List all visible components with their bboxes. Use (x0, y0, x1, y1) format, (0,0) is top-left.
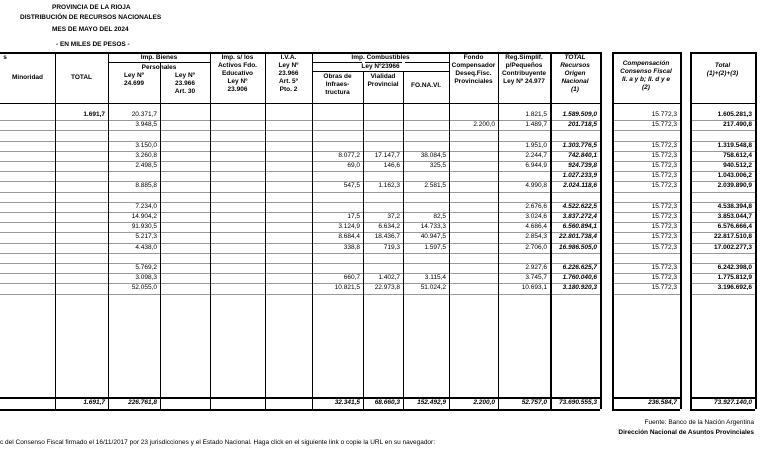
table-cell: 10.821,5 (334, 284, 360, 292)
table-cell: 4.990,8 (525, 182, 547, 190)
totals-cell: 236.584,7 (648, 399, 677, 406)
row-line (612, 192, 680, 193)
table-cell: 6.242.398,0 (717, 264, 752, 271)
header-bottom-line (690, 103, 755, 104)
column-header: Art. 30 (174, 88, 196, 95)
table-cell: 3.948,5 (135, 121, 157, 129)
column-header: Obras de (323, 73, 352, 80)
table-cell: 2.039.890,9 (717, 182, 752, 190)
table-cell: 2.854,3 (525, 233, 547, 241)
table-cell: 4.438,0 (135, 243, 157, 251)
footer-source: Fuente: Banco de la Nación Argentina (644, 419, 754, 426)
table-cell: 15.772,3 (651, 182, 677, 190)
column-header: Origen (564, 70, 586, 77)
table-cell: 2.706,0 (525, 243, 547, 251)
column-header: Educativo (221, 70, 254, 77)
totals-bottom-line (612, 409, 680, 411)
column-header: Art. 5º (279, 78, 298, 85)
table-cell: 8.077,2 (338, 151, 360, 159)
totals-bottom-line (0, 409, 600, 411)
table-cell: 18.436,7 (374, 233, 400, 241)
totals-cell: 1.691,7 (83, 399, 105, 406)
table-cell: 3.098,3 (135, 274, 157, 282)
table-cell: 6.226.625,7 (562, 264, 597, 271)
table-cell: 1.319.548,8 (717, 141, 752, 149)
column-line (210, 52, 211, 409)
table-cell: 6.560.894,1 (562, 223, 597, 231)
header-province: PROVINCIA DE LA RIOJA (52, 4, 131, 11)
table-cell: 3.196.692,6 (717, 284, 752, 292)
table-cell: 4.538.394,8 (717, 202, 752, 210)
column-line (265, 52, 266, 409)
table-cell: 3.124,9 (338, 223, 360, 231)
table-cell: 52.055,0 (131, 284, 157, 292)
column-header: Compensación (622, 60, 670, 67)
column-line (160, 52, 161, 409)
table-cell: 146,6 (383, 162, 400, 169)
column-header: Provincial (367, 81, 399, 88)
table-cell: 7.234,0 (135, 202, 157, 210)
column-header: Recursos (560, 62, 590, 69)
table-cell: 2.927,6 (525, 264, 547, 271)
row-line (0, 294, 600, 295)
column-header: Reg.Simplif. (505, 54, 543, 61)
table-cell: 1.303.776,5 (562, 141, 597, 149)
column-header: (2) (642, 84, 650, 91)
column-header: Minoridad (11, 74, 44, 81)
column-header: tructura (325, 89, 350, 96)
column-header: Ley Nº 24.977 (503, 78, 545, 85)
header-title: DISTRIBUCIÓN DE RECURSOS NACIONALES (20, 14, 162, 21)
table-cell: 15.772,3 (651, 274, 677, 282)
column-header: (1)+(2)+(3) (706, 70, 739, 77)
footer-direccion: Dirección Nacional de Asuntos Provinciales (618, 429, 754, 436)
table-cell: 15.772,3 (651, 223, 677, 231)
table-cell: 91.930,5 (131, 223, 157, 231)
table-cell: 2.676,6 (525, 202, 547, 210)
table-cell: 82,5 (433, 213, 446, 220)
table-cell: 37,2 (387, 213, 400, 220)
header-top-line (612, 52, 680, 54)
column-header: Imp. s/ los (221, 54, 254, 61)
table-cell: 1.043.006,2 (717, 172, 752, 180)
column-header: Personales (141, 64, 177, 71)
table-cell: 3.150,0 (135, 141, 157, 149)
table-cell: 4.522.622,5 (562, 202, 597, 210)
column-header: Fondo (463, 54, 484, 61)
column-header: Ley Nº (123, 72, 145, 79)
column-header: 23.906 (227, 86, 248, 93)
table-cell: 3.115,4 (424, 274, 446, 282)
table-cell: 547,5 (343, 182, 360, 190)
row-line (690, 192, 755, 193)
column-header: Consenso Fiscal (620, 68, 672, 75)
column-line (600, 52, 602, 409)
column-header: I.V.A. (280, 54, 297, 61)
header-top-line (690, 52, 755, 54)
table-cell: 2.581,5 (424, 182, 446, 190)
table-cell: 2.244,7 (525, 151, 547, 159)
table-cell: 940.512,2 (723, 162, 752, 169)
column-header: FO.NA.VI. (411, 82, 441, 89)
table-cell: 14.733,3 (420, 223, 446, 231)
header-bottom-line (612, 103, 680, 104)
column-line (755, 52, 757, 409)
header-bottom-line (0, 103, 600, 104)
table-cell: 6.576.666,4 (717, 223, 752, 231)
table-cell: 2.200,0 (473, 121, 495, 129)
column-header: TOTAL (564, 54, 586, 61)
row-line (0, 171, 600, 172)
table-cell: 1.691,7 (83, 111, 105, 118)
column-header: Imp. Combustibles (351, 54, 410, 61)
totals-bottom-line (690, 409, 755, 411)
footer-note: c del Consenso Fiscal firmado el 16/11/2017 por 23 jurisdicciones y el Estado Nacional. Haga click en el siguiente link o copie la URL en su navegador: (0, 439, 436, 446)
column-line (55, 52, 56, 409)
column-header: Contribuyente (501, 70, 547, 77)
table-cell: 17,5 (347, 213, 360, 220)
table-cell: 15.772,3 (651, 151, 677, 159)
table-cell: 69,0 (347, 162, 360, 169)
table-cell: 16.986.505,0 (559, 243, 597, 251)
row-line (690, 130, 755, 131)
totals-cell: 2.200,0 (473, 399, 495, 406)
column-header: Imp. Bienes (140, 54, 178, 61)
column-header: p/Pequeños (505, 62, 543, 69)
table-cell: 22.817.510,8 (714, 233, 752, 241)
table-cell: 40.947,5 (420, 233, 446, 241)
table-cell: 5.769,2 (135, 264, 157, 271)
header-units: - EN MILES DE PESOS - (56, 41, 130, 48)
table-cell: 6.944,9 (525, 162, 547, 169)
table-cell: 15.772,3 (651, 264, 677, 271)
table-cell: 1.489,7 (525, 121, 547, 129)
table-cell: 14.904,2 (131, 213, 157, 220)
table-cell: 1.775.812,9 (717, 274, 752, 282)
totals-cell: 52.757,0 (521, 399, 547, 406)
table-cell: 1.760.040,6 (562, 274, 597, 282)
table-cell: 17.147,7 (374, 151, 400, 159)
column-header: Infraes- (325, 81, 350, 88)
totals-cell: 73.927.140,0 (714, 399, 752, 406)
table-cell: 22.973,8 (374, 284, 400, 292)
table-cell: 10.693,1 (521, 284, 547, 292)
table-cell: 719,3 (383, 243, 400, 251)
table-cell: 4.686,4 (525, 223, 547, 231)
column-header: (1) (571, 86, 579, 93)
table-cell: 2.024.118,6 (563, 182, 597, 190)
table-cell: 1.402,7 (378, 274, 400, 282)
table-cell: 15.772,3 (651, 121, 677, 129)
table-cell: 20.371,7 (131, 111, 157, 118)
row-line (0, 192, 600, 193)
column-header: Nacional (561, 78, 589, 85)
table-cell: 217.490,8 (723, 121, 752, 129)
table-cell: 8.885,8 (135, 182, 157, 190)
totals-cell: 152.492,9 (417, 399, 446, 406)
group-line (108, 62, 210, 63)
column-header: 23.966 (175, 80, 195, 87)
row-line (0, 253, 600, 254)
table-cell: 15.772,3 (651, 284, 677, 292)
column-header: Ley Nº (227, 78, 248, 85)
row-line (612, 294, 680, 295)
table-cell: 758.612,4 (723, 151, 752, 159)
column-header: Vialidad (370, 73, 396, 80)
table-cell: 15.772,3 (651, 111, 677, 118)
table-cell: 17.002.277,3 (714, 243, 752, 251)
column-header: 24.699 (124, 80, 144, 87)
table-cell: 22.801.738,4 (559, 233, 597, 241)
column-header: Compensador (451, 62, 496, 69)
column-header: 23.966 (278, 70, 299, 77)
table-cell: 660,7 (343, 274, 360, 282)
table-cell: 5.217,3 (135, 233, 157, 241)
column-header: Ley Nº (174, 72, 196, 79)
table-cell: 51.024,2 (420, 284, 446, 292)
table-cell: 338,8 (343, 243, 360, 251)
row-line (612, 253, 680, 254)
table-cell: 201.718,5 (568, 121, 597, 129)
group-line (312, 71, 449, 72)
table-cell: 3.837.272,4 (562, 213, 597, 220)
table-cell: 38.084,5 (420, 151, 446, 159)
table-cell: 8.684,4 (338, 233, 360, 241)
table-cell: 3.853.044,7 (717, 213, 752, 220)
header-month: MES DE MAYO DEL 2024 (52, 26, 129, 33)
row-line (690, 294, 755, 295)
table-cell: 1.605.281,3 (717, 111, 752, 118)
table-cell: 15.772,3 (651, 213, 677, 220)
column-header: TOTAL (70, 74, 93, 81)
column-header: II. a y b; II. d y e (621, 76, 671, 83)
table-cell: 924.739,8 (568, 162, 597, 169)
column-header: Total (714, 62, 731, 69)
totals-cell: 73.690.555,3 (559, 399, 597, 406)
table-cell: 15.772,3 (651, 162, 677, 169)
table-cell: 15.772,3 (651, 233, 677, 241)
table-cell: 3.745,7 (525, 274, 547, 282)
table-cell: 1.027.233,9 (562, 172, 597, 180)
table-cell: 742.840,1 (568, 151, 597, 159)
column-header: s (3, 54, 7, 61)
table-cell: 2.498,5 (135, 162, 157, 169)
row-line (612, 130, 680, 131)
table-cell: 3.024,6 (525, 213, 547, 220)
column-header: Activos Fdo. (217, 62, 257, 69)
table-cell: 1.597,5 (424, 243, 446, 251)
column-header: Pto. 2 (279, 86, 298, 93)
table-cell: 1.589.509,0 (562, 111, 597, 118)
row-line (690, 253, 755, 254)
table-cell: 325,5 (429, 162, 446, 169)
table-cell: 3.180.920,3 (562, 284, 597, 292)
table-cell: 1.821,5 (525, 111, 547, 118)
column-line (449, 52, 450, 409)
row-line (0, 130, 600, 131)
table-cell: 15.772,3 (651, 243, 677, 251)
totals-cell: 32.341,5 (334, 399, 360, 406)
table-cell: 15.772,3 (651, 202, 677, 210)
table-cell: 1.162,3 (378, 182, 400, 190)
totals-cell: 68.660,3 (374, 399, 400, 406)
column-header: Ley Nº (278, 62, 299, 69)
table-cell: 15.772,3 (651, 172, 677, 180)
column-header: Deseq.Fisc. (455, 70, 492, 77)
table-cell: 6.634,2 (378, 223, 400, 231)
table-cell: 3.260,8 (135, 151, 157, 159)
column-line (680, 52, 682, 409)
column-header: Ley Nº23966 (361, 63, 400, 70)
table-cell: 1.951,0 (525, 141, 547, 149)
column-header: Provinciales (454, 78, 493, 85)
totals-cell: 226.761,8 (128, 399, 157, 406)
table-cell: 15.772,3 (651, 141, 677, 149)
